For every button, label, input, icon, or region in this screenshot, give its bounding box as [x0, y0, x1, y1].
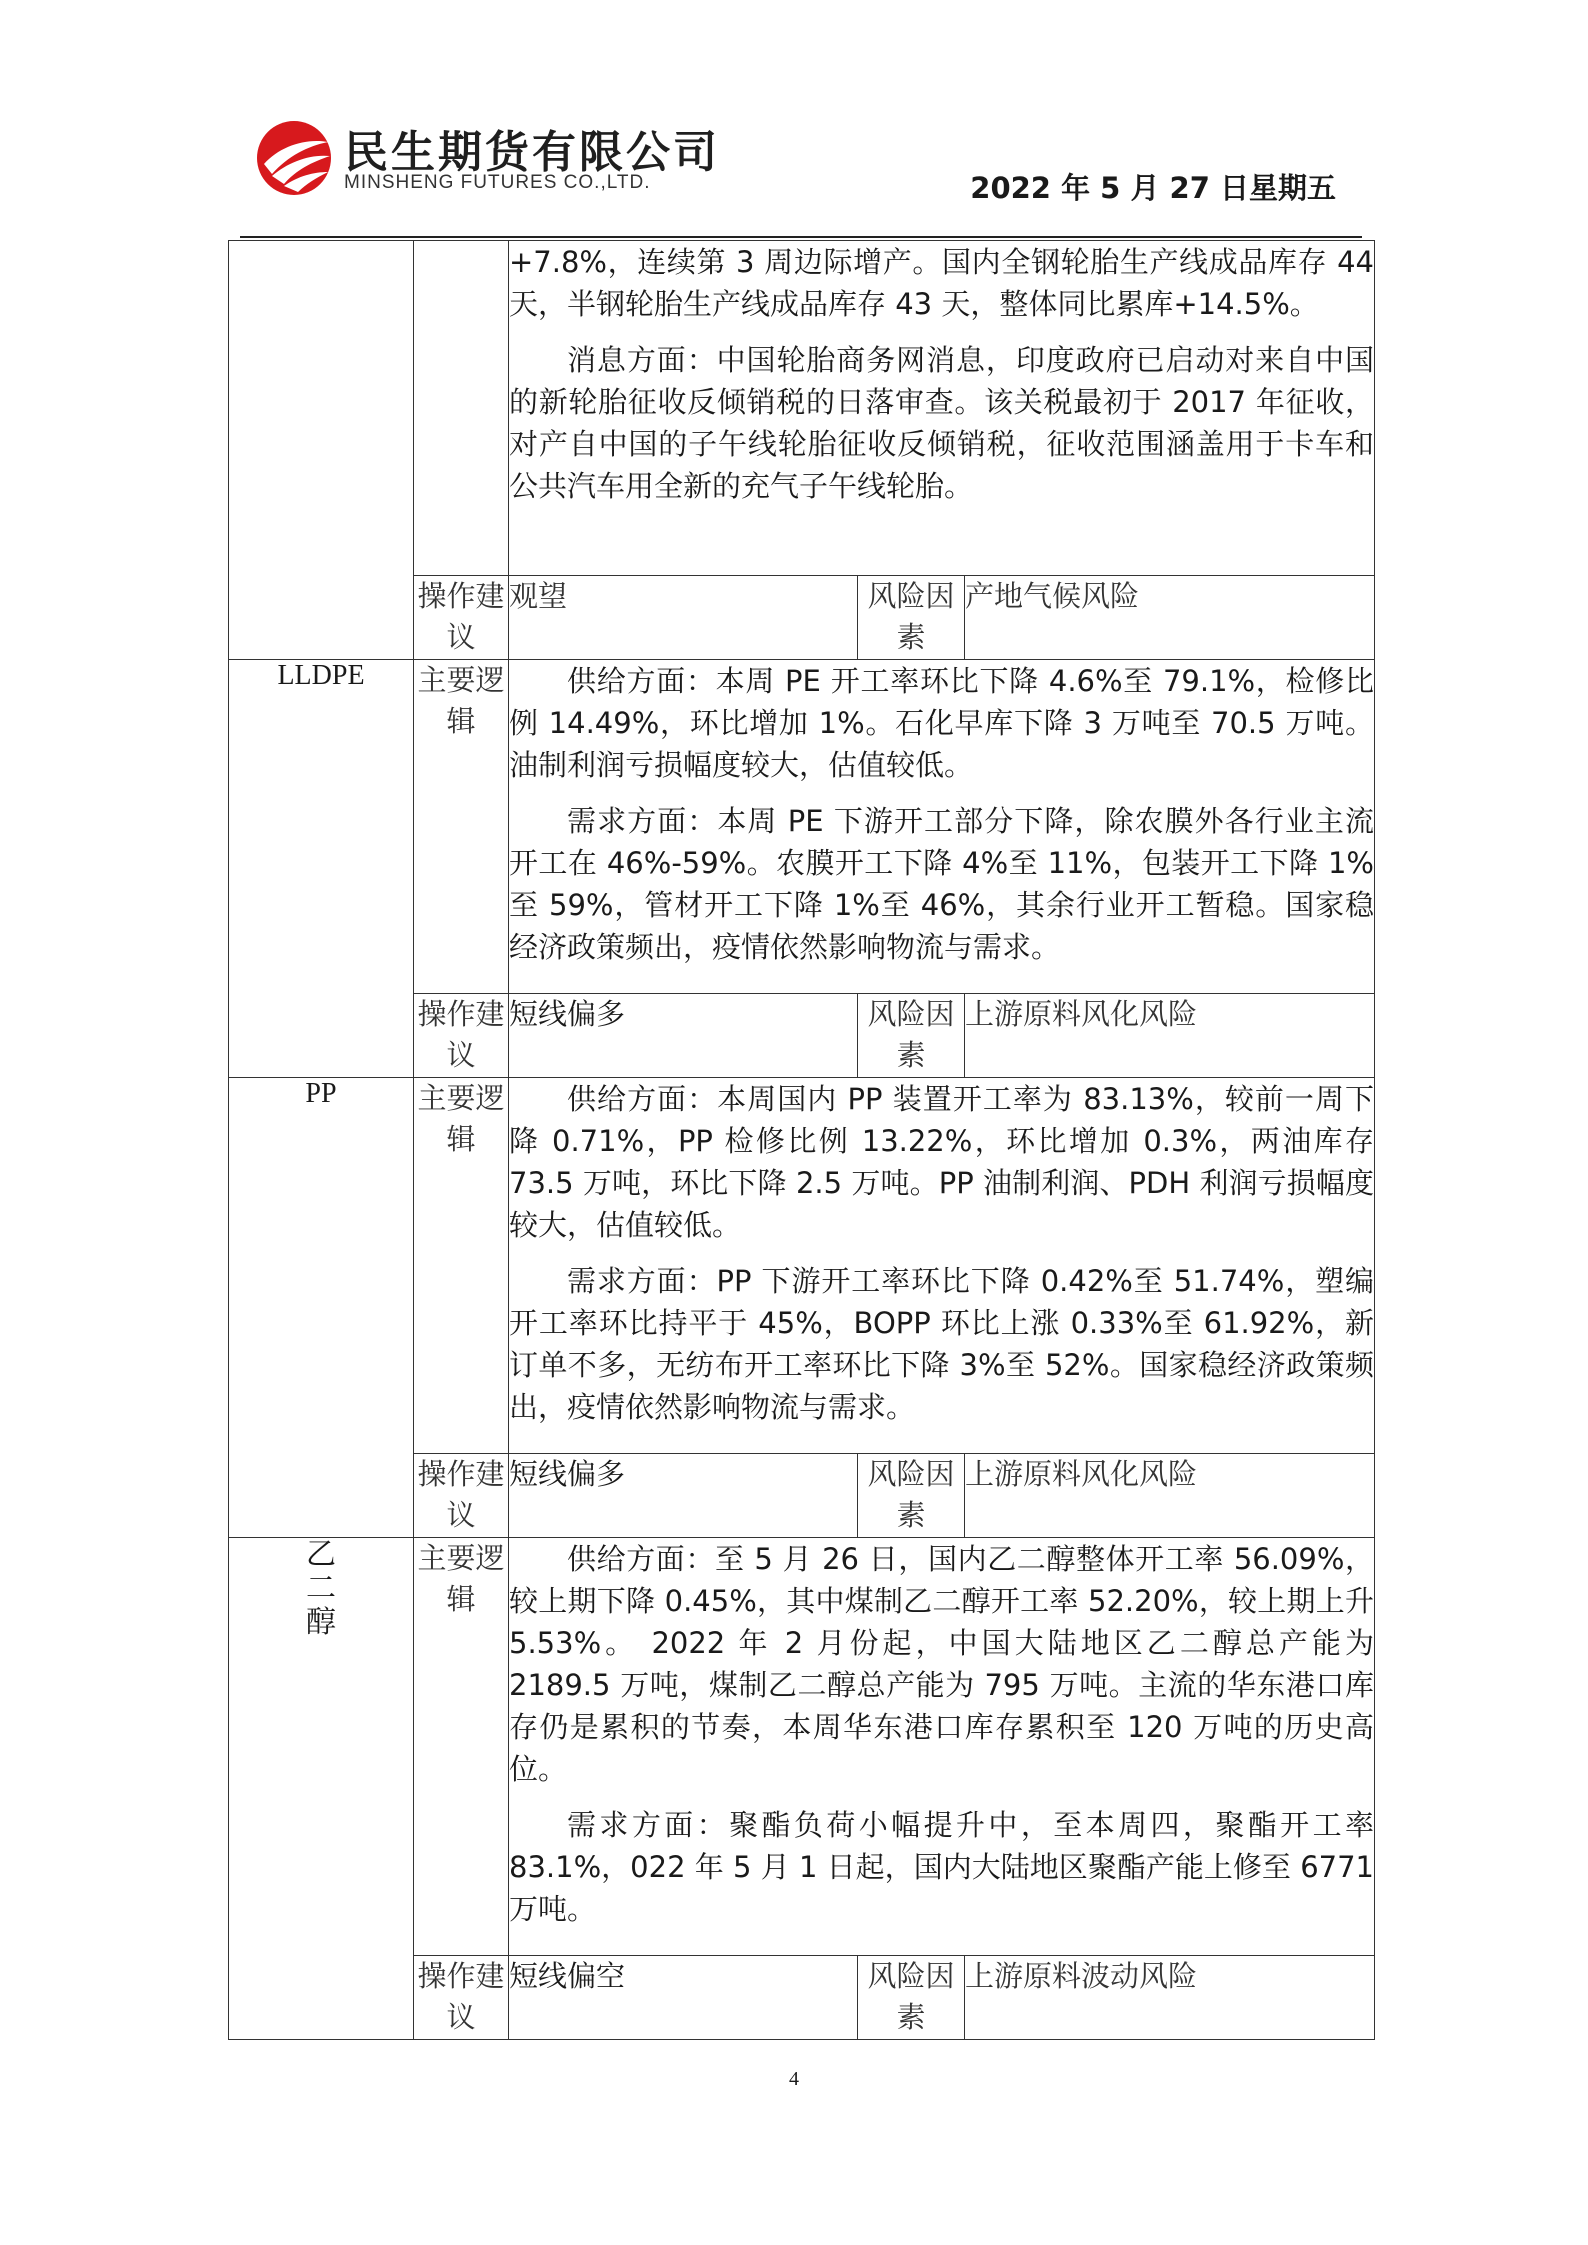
lldpe-advice-label: 操作建议	[414, 994, 509, 1078]
pp-risk-label: 风险因素	[858, 1454, 965, 1538]
lldpe-logic-cell	[509, 660, 1375, 994]
lldpe-risk-label: 风险因素	[858, 994, 965, 1078]
lldpe-risk: 上游原料风化风险	[965, 994, 1375, 1078]
meg-paragraph-demand: 需求方面：聚酯负荷小幅提升中，至本周四，聚酯开工率 83.1%，022 年 5 月 1 日起，国内大陆地区聚酯产能上修至 6771 万吨。	[509, 1808, 1374, 1926]
lldpe-logic-row	[229, 660, 1375, 994]
pp-logic-row	[229, 1078, 1375, 1454]
tire-risk-label: 风险因素	[858, 576, 965, 660]
lldpe-paragraph-demand: 需求方面：本周 PE 下游开工部分下降，除农膜外各行业主流开工在 46%-59%。农膜开工下降 4%至 11%，包装开工下降 1%至 59%，管材开工下降 1%至 46%，其余行业开工暂稳。国家稳经济政策频出，疫情依然影响物流与需求。	[509, 804, 1374, 964]
meg-paragraph-supply: 供给方面：至 5 月 26 日，国内乙二醇整体开工率 56.09%，较上期下降 0.45%，其中煤制乙二醇开工率 52.20%，较上期上升 5.53%。 2022 年 2 月份起，中国大陆地区乙二醇总产能为 2189.5 万吨，煤制乙二醇总产能为 795 万吨。主流的华东港口库存仍是累积的节奏，本周华东港口库存累积至 120 万吨的历史高位。	[509, 1542, 1374, 1786]
company-name-en: MINSHENG FUTURES CO.,LTD.	[344, 172, 651, 193]
meg-product-cell	[229, 1538, 414, 2040]
pp-risk: 上游原料风化风险	[965, 1454, 1375, 1538]
tire-paragraph-news: 消息方面：中国轮胎商务网消息，印度政府已启动对来自中国的新轮胎征收反倾销税的日落审查。该关税最初于 2017 年征收，对产自中国的子午线轮胎征收反倾销税，征收范围涵盖用于卡车和公共汽车用全新的充气子午线轮胎。	[509, 343, 1374, 503]
pp-product-name: PP	[229, 1078, 414, 1538]
lldpe-paragraph-supply: 供给方面：本周 PE 开工率环比下降 4.6%至 79.1%，检修比例 14.49%，环比增加 1%。石化早库下降 3 万吨至 70.5 万吨。油制利润亏损幅度较大，估值较低。	[509, 664, 1374, 782]
tire-logic-label	[414, 241, 509, 576]
meg-logic-label: 主要逻辑	[414, 1538, 509, 1956]
meg-logic-cell	[509, 1538, 1375, 1956]
minsheng-logo-icon	[254, 118, 336, 198]
company-logo	[254, 112, 734, 204]
tire-advice: 观望	[509, 576, 858, 660]
tire-advice-label: 操作建议	[414, 576, 509, 660]
lldpe-logic-label: 主要逻辑	[414, 660, 509, 994]
tire-logic-row	[229, 241, 1375, 576]
meg-risk: 上游原料波动风险	[965, 1956, 1375, 2040]
meg-product-name: 乙二醇	[306, 1537, 336, 1640]
meg-logic-row	[229, 1538, 1375, 1956]
tire-risk: 产地气候风险	[965, 576, 1375, 660]
pp-paragraph-supply: 供给方面：本周国内 PP 装置开工率为 83.13%，较前一周下降 0.71%，PP 检修比例 13.22%，环比增加 0.3%，两油库存 73.5 万吨，环比下降 2.5 万吨。PP 油制利润、PDH 利润亏损幅度较大，估值较低。	[509, 1082, 1374, 1242]
report-date: 2022 年 5 月 27 日星期五	[970, 171, 1336, 205]
pp-advice-label: 操作建议	[414, 1454, 509, 1538]
meg-risk-label: 风险因素	[858, 1956, 965, 2040]
company-name-cn: 民生期货有限公司	[344, 127, 720, 178]
tire-paragraph-inventory: +7.8%，连续第 3 周边际增产。国内全钢轮胎生产线成品库存 44 天，半钢轮胎生产线成品库存 43 天，整体同比累库+14.5%。	[509, 245, 1374, 321]
pp-advice: 短线偏多	[509, 1454, 858, 1538]
pp-logic-label: 主要逻辑	[414, 1078, 509, 1454]
lldpe-product-name: LLDPE	[229, 660, 414, 1078]
header-divider	[240, 236, 1362, 238]
pp-logic-cell	[509, 1078, 1375, 1454]
strategy-table	[228, 240, 1375, 2040]
tire-product-cell	[229, 241, 414, 660]
lldpe-advice: 短线偏多	[509, 994, 858, 1078]
page-number: 4	[789, 2068, 799, 2090]
tire-logic-cell	[509, 241, 1375, 576]
meg-advice-label: 操作建议	[414, 1956, 509, 2040]
pp-paragraph-demand: 需求方面：PP 下游开工率环比下降 0.42%至 51.74%，塑编开工率环比持平于 45%，BOPP 环比上涨 0.33%至 61.92%，新订单不多，无纺布开工率环比下降 3%至 52%。国家稳经济政策频出，疫情依然影响物流与需求。	[509, 1264, 1374, 1424]
meg-advice: 短线偏空	[509, 1956, 858, 2040]
